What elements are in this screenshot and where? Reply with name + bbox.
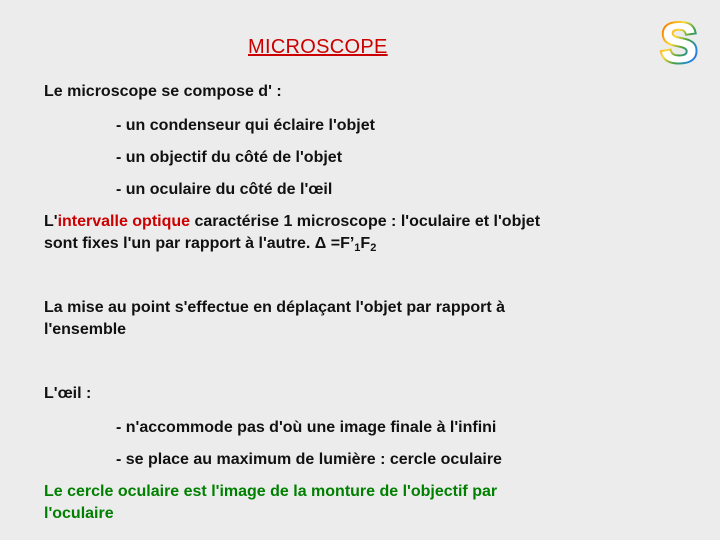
formula-f: F	[360, 235, 371, 252]
rainbow-s-logo-icon	[660, 11, 698, 74]
focus-line-2: l'ensemble	[44, 321, 127, 338]
interval-line-1	[44, 212, 540, 232]
formula-sub-1: 1	[354, 242, 361, 254]
focus-line-1: La mise au point s'effectue en déplaçant l'objet par rapport à	[44, 299, 506, 316]
interval-rest: caractérise 1 microscope : l'oculaire et l'objet	[190, 213, 541, 230]
intro-text: Le microscope se compose d' :	[44, 83, 282, 100]
component-item: - un condenseur qui éclaire l'objet	[116, 117, 375, 134]
eye-heading: L'œil :	[44, 385, 92, 402]
interval-highlight: intervalle optique	[57, 213, 191, 230]
interval-line2-text: sont fixes l'un par rapport à l'autre.	[44, 235, 315, 252]
conclusion-line-2: l'oculaire	[44, 505, 114, 522]
formula-eq: =F’	[326, 235, 355, 252]
component-item: - un objectif du côté de l'objet	[116, 149, 343, 166]
eye-item: - se place au maximum de lumière : cercle oculaire	[116, 451, 502, 468]
conclusion-line-1: Le cercle oculaire est l'image de la monture de l'objectif par	[44, 483, 498, 500]
component-item: - un oculaire du côté de l'œil	[116, 181, 333, 198]
slide-title: MICROSCOPE	[248, 36, 388, 58]
eye-item: - n'accommode pas d'où une image finale à l'infini	[116, 419, 497, 436]
formula-sub-2: 2	[370, 242, 377, 254]
logo-letter: S	[660, 11, 698, 74]
interval-line-2	[44, 234, 376, 254]
delta-icon: Δ	[314, 235, 327, 252]
interval-prefix: L'	[44, 213, 58, 230]
